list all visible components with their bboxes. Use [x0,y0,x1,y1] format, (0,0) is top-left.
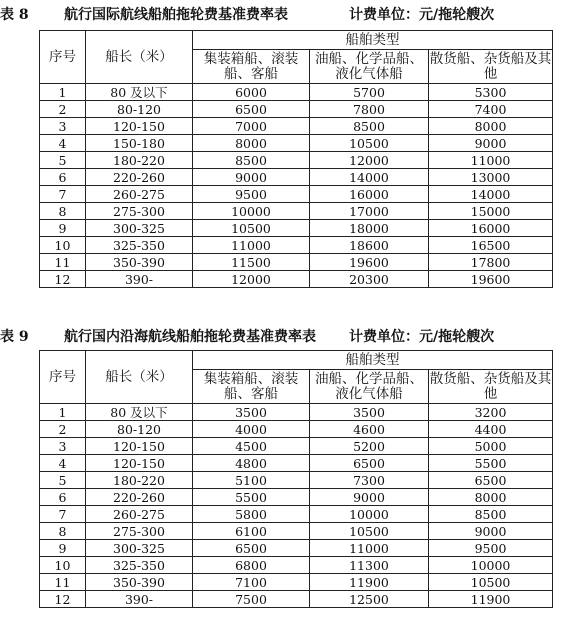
cell-seq: 8 [40,523,86,540]
cell-bulk-fee: 8000 [429,118,553,135]
cell-container-fee: 10000 [193,203,310,220]
cell-seq: 8 [40,203,86,220]
cell-seq: 4 [40,455,86,472]
cell-tanker-fee: 9000 [310,489,429,506]
cell-length: 390- [86,271,193,288]
header-seq: 序号 [40,351,86,404]
cell-bulk-fee: 19600 [429,271,553,288]
cell-bulk-fee: 10500 [429,574,553,591]
cell-container-fee: 4000 [193,421,310,438]
table-row [40,84,553,101]
cell-container-fee: 11000 [193,237,310,254]
cell-length: 350-390 [86,254,193,271]
table-row [40,101,553,118]
table-row [40,438,553,455]
cell-container-fee: 4800 [193,455,310,472]
cell-bulk-fee: 9500 [429,540,553,557]
cell-seq: 6 [40,169,86,186]
table-row [40,152,553,169]
cell-tanker-fee: 10500 [310,523,429,540]
cell-length: 350-390 [86,574,193,591]
cell-seq: 11 [40,254,86,271]
cell-length: 300-325 [86,540,193,557]
cell-length: 80 及以下 [86,404,193,421]
cell-container-fee: 6000 [193,84,310,101]
cell-length: 120-150 [86,455,193,472]
table8-title: 航行国际航线船舶拖轮费基准费率表 [64,7,288,23]
cell-bulk-fee: 9000 [429,523,553,540]
cell-length: 120-150 [86,118,193,135]
cell-container-fee: 8500 [193,152,310,169]
cell-length: 80-120 [86,101,193,118]
cell-container-fee: 3500 [193,404,310,421]
table-row [40,591,553,608]
cell-tanker-fee: 6500 [310,455,429,472]
cell-container-fee: 7000 [193,118,310,135]
cell-tanker-fee: 10500 [310,135,429,152]
cell-seq: 9 [40,220,86,237]
cell-length: 325-350 [86,557,193,574]
cell-bulk-fee: 16500 [429,237,553,254]
cell-tanker-fee: 20300 [310,271,429,288]
cell-tanker-fee: 3500 [310,404,429,421]
cell-container-fee: 5100 [193,472,310,489]
cell-container-fee: 9500 [193,186,310,203]
cell-bulk-fee: 17800 [429,254,553,271]
table-row [40,220,553,237]
cell-seq: 6 [40,489,86,506]
cell-seq: 3 [40,438,86,455]
table-row [40,186,553,203]
cell-length: 275-300 [86,203,193,220]
table-row [40,271,553,288]
cell-seq: 11 [40,574,86,591]
table-row [40,169,553,186]
cell-tanker-fee: 11000 [310,540,429,557]
cell-bulk-fee: 7400 [429,101,553,118]
cell-seq: 1 [40,84,86,101]
cell-tanker-fee: 4600 [310,421,429,438]
cell-seq: 3 [40,118,86,135]
cell-container-fee: 5800 [193,506,310,523]
cell-container-fee: 8000 [193,135,310,152]
cell-seq: 10 [40,237,86,254]
cell-container-fee: 7500 [193,591,310,608]
header-cat-container: 集装箱船、滚装船、客船 [193,370,310,404]
cell-bulk-fee: 8500 [429,506,553,523]
cell-seq: 7 [40,186,86,203]
cell-bulk-fee: 6500 [429,472,553,489]
cell-bulk-fee: 4400 [429,421,553,438]
cell-length: 150-180 [86,135,193,152]
cell-seq: 12 [40,591,86,608]
cell-bulk-fee: 15000 [429,203,553,220]
cell-bulk-fee: 9000 [429,135,553,152]
cell-seq: 9 [40,540,86,557]
cell-tanker-fee: 18000 [310,220,429,237]
cell-length: 220-260 [86,169,193,186]
cell-seq: 12 [40,271,86,288]
cell-container-fee: 6100 [193,523,310,540]
cell-container-fee: 4500 [193,438,310,455]
cell-bulk-fee: 11900 [429,591,553,608]
cell-seq: 7 [40,506,86,523]
cell-bulk-fee: 14000 [429,186,553,203]
cell-length: 300-325 [86,220,193,237]
table-row [40,557,553,574]
table-row [40,404,553,421]
cell-tanker-fee: 5200 [310,438,429,455]
cell-bulk-fee: 5500 [429,455,553,472]
cell-container-fee: 12000 [193,271,310,288]
cell-tanker-fee: 8500 [310,118,429,135]
header-length: 船长（米） [86,351,193,404]
cell-length: 325-350 [86,237,193,254]
cell-length: 260-275 [86,186,193,203]
table8-unit: 计费单位：元/拖轮艘次 [349,7,495,23]
cell-length: 80-120 [86,421,193,438]
cell-tanker-fee: 11900 [310,574,429,591]
header-length: 船长（米） [86,31,193,84]
header-cat-bulk: 散货船、杂货船及其他 [429,50,552,82]
cell-bulk-fee: 10000 [429,557,553,574]
header-cat-tanker: 油船、化学品船、液化气体船 [310,370,429,404]
cell-tanker-fee: 12000 [310,152,429,169]
cell-tanker-fee: 7800 [310,101,429,118]
cell-container-fee: 6800 [193,557,310,574]
cell-tanker-fee: 17000 [310,203,429,220]
cell-length: 260-275 [86,506,193,523]
table9-label: 表 9 [0,329,29,345]
table-row [40,203,553,220]
table-row [40,455,553,472]
header-ship-type: 船舶类型 [193,351,553,370]
table-row [40,254,553,271]
cell-container-fee: 11500 [193,254,310,271]
cell-seq: 10 [40,557,86,574]
cell-tanker-fee: 11300 [310,557,429,574]
cell-length: 80 及以下 [86,84,193,101]
cell-seq: 2 [40,421,86,438]
cell-seq: 5 [40,152,86,169]
table-row [40,421,553,438]
header-cat-container: 集装箱船、滚装船、客船 [193,50,310,84]
cell-bulk-fee: 3200 [429,404,553,421]
cell-bulk-fee: 11000 [429,152,553,169]
cell-bulk-fee: 5000 [429,438,553,455]
cell-tanker-fee: 5700 [310,84,429,101]
cell-tanker-fee: 12500 [310,591,429,608]
table9 [39,350,553,608]
cell-tanker-fee: 14000 [310,169,429,186]
table-row [40,540,553,557]
cell-container-fee: 10500 [193,220,310,237]
cell-length: 180-220 [86,152,193,169]
cell-length: 120-150 [86,438,193,455]
table9-unit: 计费单位：元/拖轮艘次 [349,329,495,345]
table8 [39,30,553,288]
table-row [40,237,553,254]
header-cat-tanker: 油船、化学品船、液化气体船 [310,50,429,84]
table-row [40,135,553,152]
table-row [40,472,553,489]
table-row [40,118,553,135]
table-row [40,489,553,506]
table8-label: 表 8 [0,7,29,23]
header-cat-bulk: 散货船、杂货船及其他 [429,370,552,402]
cell-seq: 5 [40,472,86,489]
cell-bulk-fee: 8000 [429,489,553,506]
cell-length: 220-260 [86,489,193,506]
cell-bulk-fee: 5300 [429,84,553,101]
cell-seq: 1 [40,404,86,421]
cell-tanker-fee: 18600 [310,237,429,254]
cell-container-fee: 7100 [193,574,310,591]
table-row [40,506,553,523]
cell-length: 275-300 [86,523,193,540]
table9-title: 航行国内沿海航线船舶拖轮费基准费率表 [64,329,316,345]
cell-bulk-fee: 16000 [429,220,553,237]
cell-container-fee: 5500 [193,489,310,506]
cell-container-fee: 9000 [193,169,310,186]
cell-container-fee: 6500 [193,101,310,118]
cell-seq: 4 [40,135,86,152]
cell-tanker-fee: 10000 [310,506,429,523]
cell-tanker-fee: 19600 [310,254,429,271]
header-ship-type: 船舶类型 [193,31,553,50]
header-seq: 序号 [40,31,86,84]
cell-bulk-fee: 13000 [429,169,553,186]
cell-tanker-fee: 7300 [310,472,429,489]
cell-tanker-fee: 16000 [310,186,429,203]
table-row [40,574,553,591]
cell-container-fee: 6500 [193,540,310,557]
cell-seq: 2 [40,101,86,118]
cell-length: 180-220 [86,472,193,489]
table-row [40,523,553,540]
cell-length: 390- [86,591,193,608]
